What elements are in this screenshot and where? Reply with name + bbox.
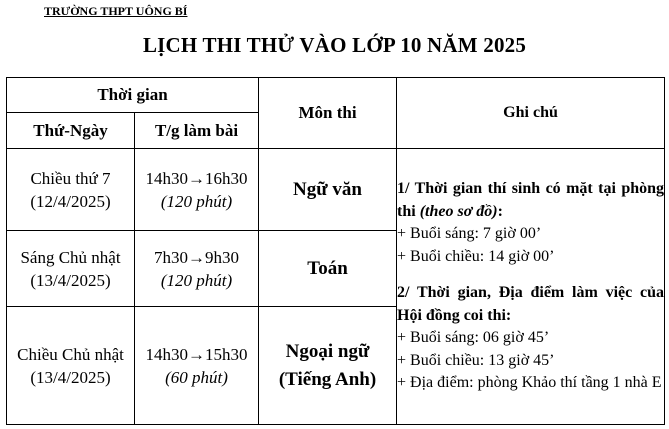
notes-section-2-item: + Buổi chiều: 13 giờ 45’ bbox=[397, 351, 555, 369]
notes-section-1-heading-end: : bbox=[497, 202, 503, 220]
date-cell bbox=[7, 307, 135, 425]
notes-section-1-item: + Buổi sáng: 7 giờ 00’ bbox=[397, 225, 542, 243]
time-range: 14h30→16h30 bbox=[145, 168, 248, 188]
time-cell bbox=[135, 307, 259, 425]
notes-section-2-heading: 2/ Thời gian, Địa điểm làm việc của Hội đồng coi thi: bbox=[397, 284, 665, 324]
date-value: (12/4/2025) bbox=[30, 191, 111, 211]
notes-section-1-heading bbox=[397, 178, 664, 223]
subject-name-detail: (Tiếng Anh) bbox=[278, 368, 377, 390]
date-value: (13/4/2025) bbox=[30, 367, 111, 387]
notes-section-1-heading-text: 1/ Thời gian thí sinh có mặt tại phòng thi bbox=[397, 180, 665, 220]
date-value: (13/4/2025) bbox=[30, 270, 111, 290]
subject-name: Ngữ văn bbox=[293, 178, 362, 200]
header-row-1 bbox=[7, 78, 665, 113]
subject-cell bbox=[259, 231, 397, 307]
notes-cell bbox=[397, 149, 665, 425]
date-label: Sáng Chủ nhật bbox=[20, 247, 121, 267]
duration-value: (120 phút) bbox=[160, 191, 233, 211]
date-label: Chiều Chủ nhật bbox=[17, 344, 124, 364]
duration-value: (120 phút) bbox=[160, 270, 233, 290]
subject-cell bbox=[259, 307, 397, 425]
exam-schedule-table bbox=[6, 77, 665, 425]
page-title: LỊCH THI THỬ VÀO LỚP 10 NĂM 2025 bbox=[142, 33, 527, 57]
time-cell bbox=[135, 231, 259, 307]
notes-section-2-item: + Buổi sáng: 06 giờ 45’ bbox=[397, 329, 550, 347]
time-range: 7h30→9h30 bbox=[154, 247, 239, 267]
notes-section-1-heading-italic: (theo sơ đồ) bbox=[419, 202, 498, 220]
header-notes: Ghi chú bbox=[397, 78, 665, 149]
time-cell bbox=[135, 149, 259, 231]
header-duration: T/g làm bài bbox=[135, 113, 259, 149]
notes-spacer bbox=[397, 268, 664, 282]
header-date: Thứ-Ngày bbox=[7, 113, 135, 149]
header-subject: Môn thi bbox=[259, 78, 397, 149]
notes-section-1-item: + Buổi chiều: 14 giờ 00’ bbox=[397, 247, 555, 265]
time-range: 14h30→15h30 bbox=[145, 344, 248, 364]
header-time-group: Thời gian bbox=[7, 78, 259, 113]
date-cell bbox=[7, 231, 135, 307]
table-row bbox=[7, 149, 665, 231]
date-label: Chiều thứ 7 bbox=[30, 168, 111, 188]
notes-section-2-item: + Địa điểm: phòng Khảo thí tầng 1 nhà E bbox=[397, 374, 662, 392]
duration-value: (60 phút) bbox=[165, 367, 228, 387]
subject-cell bbox=[259, 149, 397, 231]
school-name: TRƯỜNG THPT UÔNG BÍ bbox=[44, 4, 188, 18]
subject-name: Toán bbox=[307, 257, 348, 279]
subject-name: Ngoại ngữ bbox=[285, 340, 370, 362]
date-cell bbox=[7, 149, 135, 231]
